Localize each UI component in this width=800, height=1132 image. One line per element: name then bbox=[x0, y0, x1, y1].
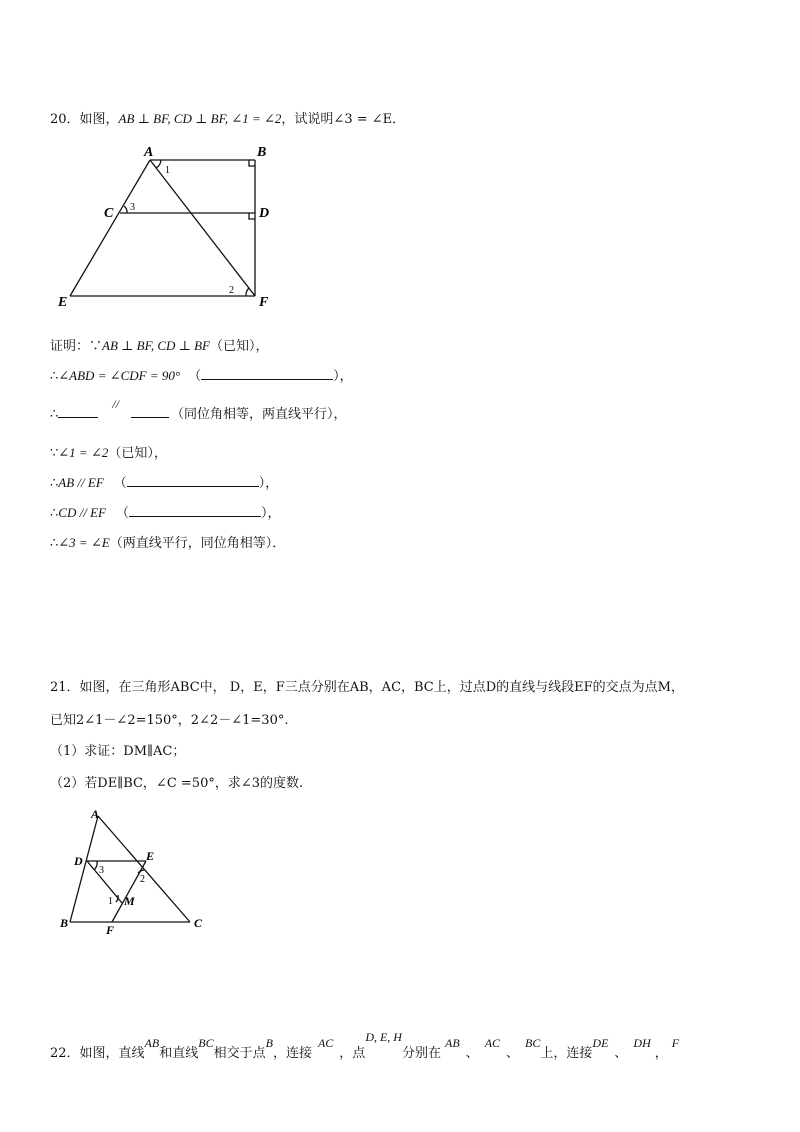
proof-reason: （同位角相等，两直线平行）， bbox=[170, 407, 347, 422]
q22-math: DH bbox=[633, 1036, 651, 1050]
q22-math: AB bbox=[445, 1036, 460, 1050]
angle-3-arc-icon bbox=[94, 861, 97, 870]
proof-reason-close: ）， bbox=[333, 369, 353, 384]
fig21-label-a: A bbox=[91, 807, 100, 821]
q21-part-1: （1）求证：DM∥AC； bbox=[50, 744, 186, 759]
answer-blank[interactable] bbox=[201, 367, 333, 380]
q20-stem-suffix: ，试说明∠3 = ∠E． bbox=[281, 112, 406, 127]
q20-proof-line-7 bbox=[50, 534, 285, 553]
q22-text: 、 bbox=[506, 1046, 520, 1061]
q20-proof-line-6 bbox=[50, 504, 280, 523]
proof-math: CD // EF bbox=[58, 505, 106, 520]
fig21-label-c: C bbox=[194, 916, 203, 930]
q21-figure bbox=[50, 800, 310, 940]
q22-math: AB bbox=[144, 1036, 160, 1050]
segment-af bbox=[150, 160, 255, 296]
q20-stem-math: AB ⊥ BF, CD ⊥ BF, ∠1 = ∠2 bbox=[118, 111, 282, 126]
q22-text: 、 bbox=[614, 1046, 628, 1061]
proof-prefix: ∴ bbox=[50, 407, 59, 422]
fig20-angle-3: 3 bbox=[130, 202, 135, 213]
fig20-label-b: B bbox=[257, 145, 267, 160]
q22-text: 分别在 bbox=[401, 1046, 441, 1061]
q22-text: 和直线 bbox=[159, 1046, 199, 1061]
fig21-angle-2: 2 bbox=[140, 874, 145, 885]
fig20-label-e: E bbox=[58, 295, 68, 310]
q22-stem bbox=[50, 1030, 680, 1063]
fig21-label-m: M bbox=[124, 894, 135, 908]
q22-math: AC bbox=[484, 1036, 501, 1050]
proof-reason: （已知）， bbox=[108, 446, 167, 461]
q20-stem-prefix: 20．如图， bbox=[50, 112, 119, 127]
right-angle-b-icon bbox=[249, 160, 255, 166]
q20-figure bbox=[0, 0, 800, 320]
q22-text: 上，连接 bbox=[540, 1046, 593, 1061]
fig21-angle-1: 1 bbox=[108, 896, 113, 907]
parallel-symbol: // bbox=[112, 397, 119, 411]
q20-proof-line-5 bbox=[50, 474, 278, 493]
answer-blank[interactable] bbox=[127, 474, 259, 487]
fig21-label-d: D bbox=[74, 854, 83, 868]
proof-prefix: ∵ bbox=[50, 446, 59, 461]
proof-reason: （两直线平行，同位角相等）． bbox=[109, 536, 286, 551]
q22-math: D, E, H bbox=[365, 1030, 402, 1044]
proof-prefix: ∴ bbox=[50, 476, 59, 491]
proof-math: AB // EF bbox=[58, 475, 104, 490]
q20-proof-line-2 bbox=[50, 367, 353, 386]
fig20-label-c: C bbox=[104, 206, 114, 221]
angle-2-arc-icon bbox=[138, 870, 144, 873]
q22-text: 、 bbox=[465, 1046, 479, 1061]
q22-math: BC bbox=[198, 1036, 214, 1050]
right-angle-d-icon bbox=[249, 213, 255, 219]
proof-math: ∠1 = ∠2 bbox=[58, 445, 109, 460]
fig21-angle-3: 3 bbox=[99, 865, 104, 876]
fig20-angle-2: 2 bbox=[229, 285, 234, 296]
angle-3-arc-icon bbox=[124, 206, 127, 213]
q20-proof-line-4 bbox=[50, 444, 167, 463]
q20-proof-line-3 bbox=[50, 397, 347, 424]
proof-prefix: 证明：∵ bbox=[50, 339, 103, 354]
angle-1-arc-icon bbox=[156, 160, 161, 168]
answer-blank[interactable] bbox=[58, 405, 98, 418]
segment-dm bbox=[87, 861, 122, 903]
q22-text: ，点 bbox=[339, 1046, 366, 1061]
answer-blank[interactable] bbox=[131, 405, 169, 418]
fig21-label-b: B bbox=[60, 916, 69, 930]
proof-reason-open: （ bbox=[115, 506, 129, 521]
proof-math: ∠ABD = ∠CDF = 90° bbox=[58, 368, 181, 383]
fig21-label-e: E bbox=[146, 849, 155, 863]
proof-reason: （已知）， bbox=[210, 339, 269, 354]
q22-math: BC bbox=[525, 1036, 541, 1050]
answer-blank[interactable] bbox=[129, 504, 261, 517]
q21-stem-line-1: 21．如图，在三角形ABC中， D，E，F三点分别在AB，AC，BC上，过点D的直线与线段EF的交点为点M， bbox=[50, 680, 684, 695]
segment-ef bbox=[112, 861, 146, 922]
proof-prefix: ∴ bbox=[50, 506, 59, 521]
segment-ae bbox=[70, 160, 150, 296]
fig20-label-f: F bbox=[259, 295, 269, 310]
proof-reason-open: （ bbox=[113, 476, 127, 491]
angle-2-arc-icon bbox=[246, 288, 249, 296]
proof-prefix: ∴ bbox=[50, 369, 59, 384]
q22-math: F bbox=[671, 1036, 680, 1050]
proof-math: AB ⊥ BF, CD ⊥ BF bbox=[102, 338, 210, 353]
q22-math: AC bbox=[317, 1036, 334, 1050]
q22-text: 22．如图，直线 bbox=[50, 1046, 145, 1061]
proof-reason-open: （ bbox=[188, 369, 202, 384]
q20-proof-line-1 bbox=[50, 337, 269, 356]
fig21-label-f: F bbox=[106, 923, 115, 937]
q22-math: B bbox=[265, 1036, 273, 1050]
fig20-label-a: A bbox=[144, 145, 154, 160]
fig20-angle-1: 1 bbox=[165, 165, 170, 176]
q22-text: 相交于点 bbox=[213, 1046, 266, 1061]
q22-math: DE bbox=[592, 1036, 609, 1050]
proof-prefix: ∴ bbox=[50, 536, 59, 551]
q22-text: ， bbox=[654, 1046, 668, 1061]
fig20-label-d: D bbox=[259, 206, 270, 221]
q21-part-2: （2）若DE∥BC，∠C =50°，求∠3的度数. bbox=[50, 776, 304, 791]
proof-reason-close: ）， bbox=[258, 476, 279, 491]
proof-math: ∠3 = ∠E bbox=[58, 535, 110, 550]
q21-stem-line-2: 已知2∠1－∠2=150°，2∠2－∠1=30°. bbox=[50, 713, 289, 728]
proof-reason-close: ）， bbox=[260, 506, 281, 521]
q22-text: ，连接 bbox=[272, 1046, 312, 1061]
